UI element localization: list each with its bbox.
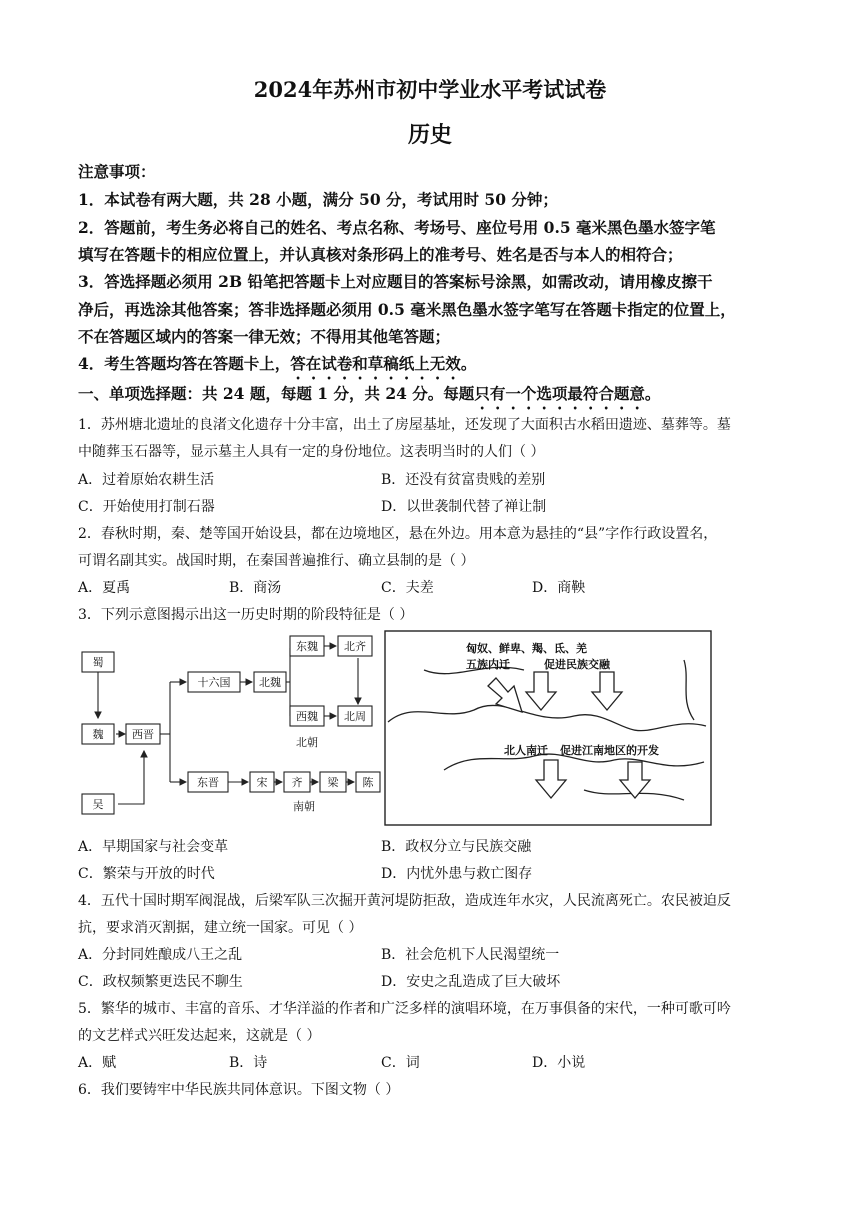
box-beiqi: 北齐	[344, 640, 366, 653]
q1-option-c: C．开始使用打制石器	[78, 499, 215, 515]
q2-option-a: A．夏禹	[78, 580, 131, 596]
q4-option-a: A．分封同姓酿成八王之乱	[78, 947, 243, 963]
notice-line: 不在答题区域内的答案一律无效；不得用其他笔答题；	[78, 327, 451, 346]
emphasis-text: 答在试卷和草稿纸上无效	[290, 354, 461, 373]
label-beichao: 北朝	[296, 736, 318, 749]
notice-line: 1．本试卷有两大题，共 28 小题，满分 50 分，考试用时 50 分钟；	[78, 190, 558, 209]
q4-option-d: D．安史之乱造成了巨大破坏	[381, 974, 561, 990]
box-shu: 蜀	[92, 656, 104, 669]
q5-option-d: D．小说	[532, 1055, 586, 1071]
box-wu: 吴	[92, 798, 104, 811]
q4-option-c: C．政权频繁更迭民不聊生	[78, 974, 243, 990]
notice-heading: 注意事项：	[78, 162, 156, 181]
subject-title: 历史	[407, 122, 452, 148]
q1-option-a: A．过着原始农耕生活	[78, 472, 215, 488]
q2-option-b: B．商汤	[229, 580, 282, 596]
label-nanchao: 南朝	[293, 800, 315, 813]
box-beiwei: 北魏	[259, 676, 281, 689]
question-4-text: 抗，要求消灭割据，建立统一国家。可见（ ）	[78, 920, 363, 936]
exam-title: 2024年苏州市初中学业水平考试试卷	[253, 77, 607, 102]
q3-option-c: C．繁荣与开放的时代	[78, 866, 215, 882]
emphasis-text: 只有一个选项最符合题意	[474, 384, 645, 403]
map-label-fusion: 促进民族交融	[544, 658, 610, 671]
box-xijin: 西晋	[132, 728, 154, 741]
map-label-south: 北人南迁	[504, 744, 548, 757]
map-label-tribes: 匈奴、鲜卑、羯、氐、羌	[466, 642, 587, 655]
question-5-text: 5．繁华的城市、丰富的音乐、才华洋溢的作者和广泛多样的演唱环境，在万事俱备的宋代，一种可歌可吟	[78, 1001, 731, 1017]
box-dongjin: 东晋	[197, 776, 219, 789]
q2-option-c: C．夫差	[381, 580, 434, 596]
box-song: 宋	[256, 776, 268, 789]
question-1-text: 1．苏州塘北遗址的良渚文化遗存十分丰富，出土了房屋基址，还发现了大面积古水稻田遗迹、墓葬等。墓	[78, 417, 731, 433]
question-6-text: 6．我们要铸牢中华民族共同体意识。下图文物（ ）	[78, 1082, 400, 1098]
box-wei: 魏	[92, 728, 104, 741]
box-liang: 梁	[327, 776, 339, 789]
notice-line: 3．答选择题必须用 2B 铅笔把答题卡上对应题目的答案标号涂黑，如需改动，请用橡皮擦干	[78, 272, 713, 291]
question-5-text: 的文艺样式兴旺发达起来，这就是（ ）	[78, 1028, 321, 1044]
question-2-text: 可谓名副其实。战国时期，在秦国普遍推行、确立县制的是（ ）	[78, 553, 475, 569]
q1-option-b: B．还没有贫富贵贱的差别	[381, 472, 546, 488]
q5-option-c: C．词	[381, 1055, 420, 1071]
box-chen: 陈	[362, 776, 374, 789]
box-beizhou: 北周	[344, 710, 366, 723]
q3-option-b: B．政权分立与民族交融	[381, 839, 532, 855]
q5-option-a: A．赋	[78, 1055, 117, 1071]
map-label-migration: 五族内迁	[466, 658, 510, 671]
q2-option-d: D．商鞅	[532, 580, 586, 596]
dynasty-flow-diagram	[78, 630, 384, 830]
notice-line: 填写在答题卡的相应位置上，并认真核对条形码上的准考号、姓名是否与本人的相符合；	[78, 245, 683, 264]
section-heading: 一、单项选择题：共 24 题，每题 1 分，共 24 分。每题只有一个选项最符合题意。	[78, 384, 661, 403]
notice-line: 2．答题前，考生务必将自己的姓名、考点名称、考场号、座位号用 0.5 毫米黑色墨水签字笔	[78, 218, 716, 237]
box-shiliuguo: 十六国	[197, 676, 231, 689]
question-3-text: 3．下列示意图揭示出这一历史时期的阶段特征是（ ）	[78, 607, 414, 623]
map-label-jiangnan: 促进江南地区的开发	[560, 744, 659, 757]
q3-option-a: A．早期国家与社会变革	[78, 839, 229, 855]
box-dongwei: 东魏	[296, 640, 318, 653]
question-2-text: 2．春秋时期，秦、楚等国开始设县，都在边境地区，悬在外边。用本意为悬挂的“县”字作行政设置名，	[78, 526, 718, 542]
box-xiwei: 西魏	[296, 710, 318, 723]
question-1-text: 中随葬玉石器等，显示墓主人具有一定的身份地位。这表明当时的人们（ ）	[78, 444, 545, 460]
q4-option-b: B．社会危机下人民渴望统一	[381, 947, 560, 963]
q1-option-d: D．以世袭制代替了禅让制	[381, 499, 547, 515]
q3-option-d: D．内忧外患与救亡图存	[381, 866, 533, 882]
box-qi: 齐	[291, 776, 303, 789]
question-4-text: 4．五代十国时期军阀混战，后梁军队三次掘开黄河堤防拒敌，造成连年水灾，人民流离死亡。农民被迫反	[78, 893, 731, 909]
notice-line-4: 4．考生答题均答在答题卡上，答在试卷和草稿纸上无效。	[78, 354, 477, 373]
q5-option-b: B．诗	[229, 1055, 268, 1071]
notice-line: 净后，再选涂其他答案；答非选择题必须用 0.5 毫米黑色墨水签字笔写在答题卡指定的位置上，	[78, 300, 736, 319]
migration-map	[384, 630, 712, 826]
